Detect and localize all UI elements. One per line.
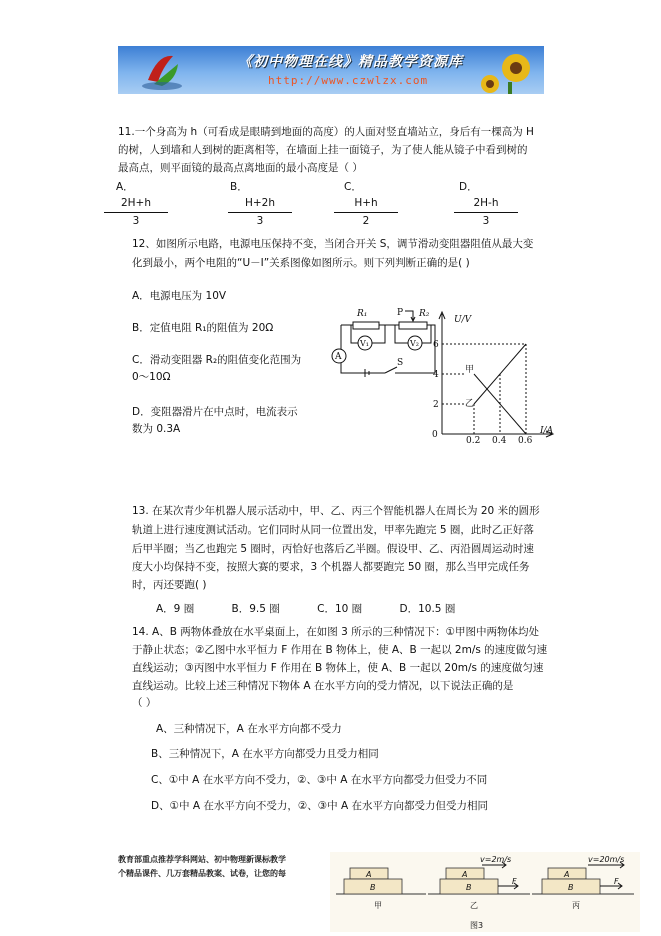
label-r1: R₁ — [357, 309, 368, 319]
q12-option-c-line2: 0～10Ω — [132, 371, 171, 383]
q13-line1: 13. 在某次青少年机器人展示活动中，甲、乙、丙三个智能机器人在周长为 20 米的圆形 — [132, 505, 540, 517]
q13-option-d: D．10.5 圈 — [399, 603, 456, 615]
graph-xtick-06: 0.6 — [518, 436, 533, 444]
fig-bing-label-a: A — [564, 870, 570, 879]
q14-option-a: A、三种情况下，A 在水平方向都不受力 — [156, 723, 342, 735]
fig-jia-label-a: A — [366, 870, 372, 879]
switch-s — [385, 367, 397, 373]
figure3 — [330, 852, 640, 932]
q13-option-a: A．9 圈 — [156, 603, 195, 615]
q12-option-a: A．电源电压为 10V — [132, 290, 227, 302]
q13-options — [156, 600, 489, 618]
graph-ytick-2: 2 — [433, 400, 439, 410]
q14-option-c: C、①中 A 在水平方向不受力，②、③中 A 在水平方向都受力但受力不同 — [151, 774, 488, 786]
fig-yi-velocity: v=2m/s — [480, 855, 512, 864]
label-switch: S — [397, 358, 404, 368]
q11-option-a-den: 3 — [132, 215, 140, 227]
q12-line1: 12、如图所示电路，电源电压保持不变，当闭合开关 S，调节滑动变阻器阻值从最大变 — [132, 238, 534, 250]
q11-option-b-den: 3 — [256, 215, 264, 227]
q11-option-a-fraction — [104, 195, 168, 230]
q14-line1: 14. A、B 两物体叠放在水平桌面上，在如图 3 所示的三种情况下：①甲图中两物体均处 — [132, 626, 540, 638]
q11-option-a-letter: A． — [116, 181, 134, 193]
slider-arrow — [405, 311, 415, 321]
fig-yi-force-label: F — [512, 877, 517, 886]
graph-xtick-02: 0.2 — [466, 436, 481, 444]
q14-option-b: B、三种情况下，A 在水平方向都受力且受力相同 — [151, 748, 379, 760]
fig-caption-main: 图3 — [470, 921, 484, 930]
q11-option-b-letter: B． — [230, 181, 248, 193]
q11-option-a-num: 2H+h — [104, 195, 168, 213]
q13-line3: 后甲半圈；当乙也跑完 5 圈时，丙恰好也落后乙半圈。假设甲、乙、丙沿圆周运动时速 — [132, 543, 534, 555]
graph-label-jia: 甲 — [465, 365, 475, 375]
q12-option-d-line1: D．变阻器滑片在中点时，电流表示 — [132, 406, 298, 418]
q11-line1: 11.一个身高为 h（可看成是眼睛到地面的高度）的人面对竖直墙站立，身后有一棵高为 H — [118, 126, 534, 138]
q13-option-b: B．9.5 圈 — [231, 603, 280, 615]
resistor-r2 — [399, 322, 427, 329]
graph-xlabel: I/A — [540, 426, 554, 436]
label-slider-p: P — [397, 308, 404, 318]
graph-ylabel: U/V — [454, 315, 472, 325]
q11-option-c-fraction — [334, 195, 398, 230]
q13-line4: 度大小均保持不变，按照大赛的要求，3 个机器人都要跑完 50 圈，那么当甲完成任务 — [132, 561, 530, 573]
q12-option-c-line1: C．滑动变阻器 R₂的阻值变化范围为 — [132, 354, 302, 366]
q11-option-d-num: 2H-h — [454, 195, 518, 213]
q11-line2: 的树，人到墙和人到树的距离相等，在墙面上挂一面镜子，为了使人能从镜子中看到树的 — [118, 144, 528, 156]
q11-option-d-letter: D． — [459, 181, 478, 193]
q14-line4: 直线运动。比较上述三种情况下物体 A 在水平方向的受力情况，以下说法正确的是 — [132, 680, 514, 692]
label-v1: V₁ — [360, 339, 369, 348]
ui-graph — [432, 306, 562, 444]
label-v2: V₂ — [410, 339, 419, 348]
banner-url: http://www.czwlzx.com — [268, 74, 429, 87]
fig-bing-velocity: v=20m/s — [588, 855, 625, 864]
q11-option-c-num: H+h — [334, 195, 398, 213]
graph-xtick-04: 0.4 — [492, 436, 507, 444]
fig-caption-jia: 甲 — [374, 901, 382, 910]
banner-title: 《初中物理在线》精品教学资源库 — [238, 54, 463, 70]
q11-option-d-fraction — [454, 195, 518, 230]
graph-y-axis — [439, 312, 445, 434]
q11-line3: 最高点，则平面镜的最高点离地面的最小高度是（ ） — [118, 162, 363, 174]
q13-line2: 轨道上进行速度测试活动。它们同时从同一位置出发，甲率先跑完 5 圈，此时乙正好落 — [132, 524, 534, 536]
circuit-diagram — [325, 303, 440, 383]
q14-line5: （ ） — [132, 697, 157, 709]
resistor-r1 — [353, 322, 379, 329]
fig-yi-label-a: A — [462, 870, 468, 879]
q11-option-c-den: 2 — [362, 215, 370, 227]
q11-option-d-den: 3 — [482, 215, 490, 227]
q12-option-d-line2: 数为 0.3A — [132, 423, 181, 435]
q13-line5: 时，丙还要跑( ) — [132, 579, 207, 591]
q14-line3: 直线运动；③丙图中水平恒力 F 作用在 B 物体上，使 A、B 一起以 20m/s 的速度做匀速 — [132, 662, 544, 674]
fig-jia-label-b: B — [370, 883, 376, 892]
footer-line1: 教育部重点推荐学科网站、初中物理新课标教学 — [118, 855, 286, 864]
q12-option-b: B．定值电阻 R₁的阻值为 20Ω — [132, 322, 274, 334]
graph-label-yi: 乙 — [465, 399, 475, 409]
q11-option-c-letter: C． — [344, 181, 362, 193]
graph-origin: 0 — [432, 430, 438, 440]
q11-option-b-num: H+2h — [228, 195, 292, 213]
q14-option-d: D、①中 A 在水平方向不受力，②、③中 A 在水平方向都受力但受力相同 — [151, 800, 489, 812]
q14-line2: 于静止状态；②乙图中水平恒力 F 作用在 B 物体上，使 A、B 一起以 2m/s 的速度做匀速 — [132, 644, 548, 656]
fig-bing-force-label: F — [614, 877, 619, 886]
label-ammeter: A — [335, 352, 342, 362]
label-r2: R₂ — [419, 309, 430, 319]
footer-text — [118, 853, 286, 881]
fig-bing-label-b: B — [568, 883, 574, 892]
q13-option-c: C．10 圈 — [317, 603, 363, 615]
q12-line2: 化到最小，两个电阻的“U－I”关系图像如图所示。则下列判断正确的是( ) — [132, 257, 470, 269]
q11-option-b-fraction — [228, 195, 292, 230]
header-banner — [118, 46, 544, 94]
fig-caption-yi: 乙 — [470, 901, 478, 910]
footer-line2: 个精品课件、几万套精品教案、试卷，让您的每 — [118, 869, 286, 878]
graph-ytick-4: 4 — [433, 370, 439, 380]
fig-yi-label-b: B — [466, 883, 472, 892]
graph-ytick-6: 6 — [433, 340, 439, 350]
fig-caption-bing: 丙 — [572, 901, 580, 910]
